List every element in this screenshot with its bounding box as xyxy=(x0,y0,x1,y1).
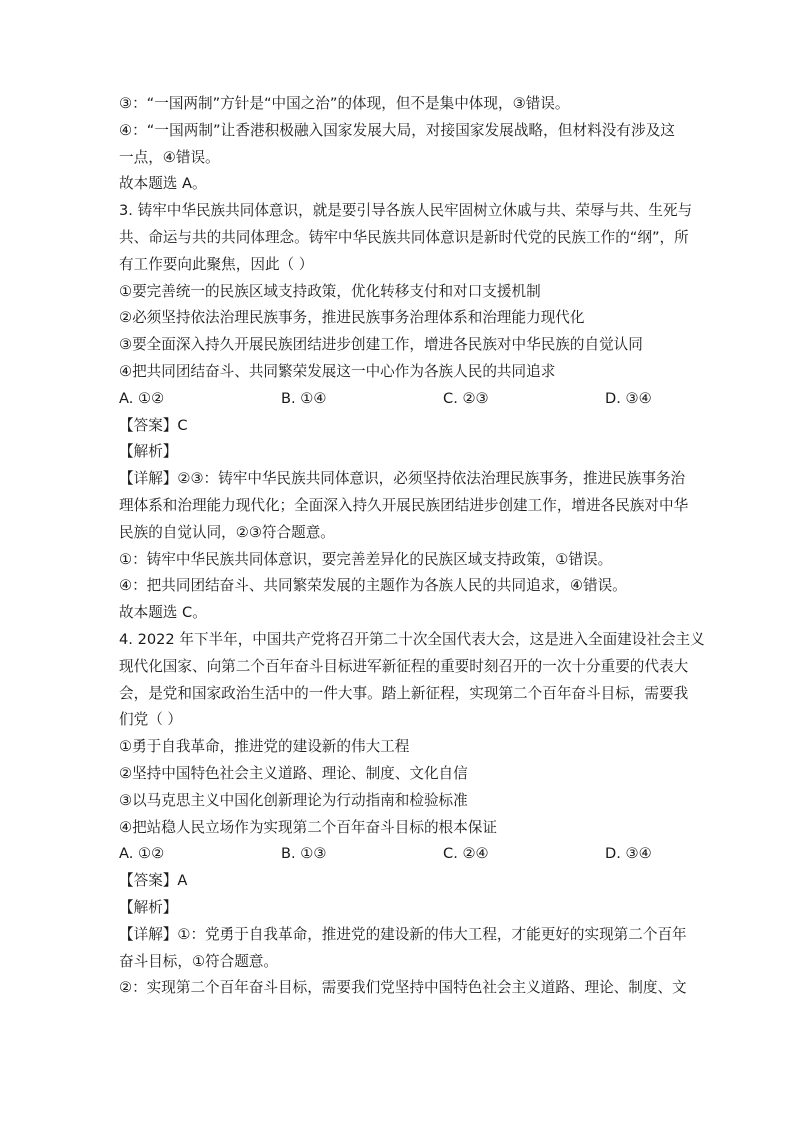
q3-detail-line-2: 理体系和治理能力现代化；全面深入持久开展民族团结进步创建工作，增进各民族对中华 xyxy=(119,496,689,514)
page-content xyxy=(119,91,705,1002)
q3-item-1: ①要完善统一的民族区域支持政策，优化转移支付和对口支援机制 xyxy=(119,282,541,300)
q4-option-c: C. ②④ xyxy=(443,845,489,863)
q3-options xyxy=(119,386,675,413)
q4-option-b: B. ①③ xyxy=(281,845,327,863)
q4-option-a: A. ①② xyxy=(119,845,165,863)
q3-item-2: ②必须坚持依法治理民族事务，推进民族事务治理体系和治理能力现代化 xyxy=(119,309,585,327)
q3-item-3: ③要全面深入持久开展民族团结进步创建工作，增进各民族对中华民族的自觉认同 xyxy=(119,336,643,354)
q3-detail-line-3: 民族的自觉认同，②③符合题意。 xyxy=(119,523,335,541)
q3-detail-line-5: ④：把共同团结奋斗、共同繁荣发展的主题作为各族人民的共同追求，④错误。 xyxy=(119,577,627,595)
q4-option-d: D. ③④ xyxy=(605,845,652,863)
q4-item-2: ②坚持中国特色社会主义道路、理论、制度、文化自信 xyxy=(119,764,468,782)
q3-stem-line-2: 共、命运与共的共同体理念。铸牢中华民族共同体意识是新时代党的民族工作的“纲”，所 xyxy=(119,228,689,246)
q3-conclusion: 故本题选 C。 xyxy=(119,604,207,622)
q4-item-4: ④把站稳人民立场作为实现第二个百年奋斗目标的根本保证 xyxy=(119,818,497,836)
q3-option-c: C. ②③ xyxy=(443,389,489,407)
q3-analysis-label: 【解析】 xyxy=(119,443,178,461)
q3-answer: 【答案】C xyxy=(119,416,188,434)
q4-item-3: ③以马克思主义中国化创新理论为行动指南和检验标准 xyxy=(119,791,468,809)
q4-detail-line-2: 奋斗目标，①符合题意。 xyxy=(119,952,279,970)
q3-item-4: ④把共同团结奋斗、共同繁荣发展这一中心作为各族人民的共同追求 xyxy=(119,362,556,380)
q4-answer: 【答案】A xyxy=(119,872,188,890)
q3-detail-line-4: ①：铸牢中华民族共同体意识，要完善差异化的民族区域支持政策，①错误。 xyxy=(119,550,613,568)
q4-detail-line-3: ②：实现第二个百年奋斗目标，需要我们党坚持中国特色社会主义道路、理论、制度、文 xyxy=(119,979,687,997)
q3-option-b: B. ①④ xyxy=(281,389,327,407)
q3-option-d: D. ③④ xyxy=(605,389,652,407)
q4-item-1: ①勇于自我革命，推进党的建设新的伟大工程 xyxy=(119,738,410,756)
q2-analysis-line-4: ④：“一国两制”让香港积极融入国家发展大局，对接国家发展战略，但材料没有涉及这 xyxy=(119,121,675,139)
q2-conclusion: 故本题选 A。 xyxy=(119,175,207,193)
q4-options xyxy=(119,841,675,868)
q3-detail-line-1: 【详解】②③：铸牢中华民族共同体意识，必须坚持依法治理民族事务，推进民族事务治 xyxy=(119,470,686,488)
q2-analysis-line-4-cont: 一点，④错误。 xyxy=(119,148,220,166)
q2-analysis-line-3: ③：“一国两制”方针是“中国之治”的体现，但不是集中体现，③错误。 xyxy=(119,95,570,112)
q4-analysis-label: 【解析】 xyxy=(119,898,178,916)
q4-stem-line-1: 4. 2022 年下半年，中国共产党将召开第二十次全国代表大会，这是进入全面建设社会主义 xyxy=(119,630,705,648)
q3-stem-line-3: 有工作要向此聚焦，因此（ ） xyxy=(119,255,314,273)
q3-stem-line-1: 3. 铸牢中华民族共同体意识，就是要引导各族人民牢固树立休戚与共、荣辱与共、生死与 xyxy=(119,202,693,220)
q3-option-a: A. ①② xyxy=(119,389,165,407)
q4-stem-line-4: 们党（ ） xyxy=(119,711,183,729)
q4-detail-line-1: 【详解】①：党勇于自我革命，推进党的建设新的伟大工程，才能更好的实现第二个百年 xyxy=(119,925,687,943)
q4-stem-line-3: 会，是党和国家政治生活中的一件大事。踏上新征程，实现第二个百年奋斗目标，需要我 xyxy=(119,684,689,702)
q4-stem-line-2: 现代化国家、向第二个百年奋斗目标进军新征程的重要时刻召开的一次十分重要的代表大 xyxy=(119,657,689,675)
